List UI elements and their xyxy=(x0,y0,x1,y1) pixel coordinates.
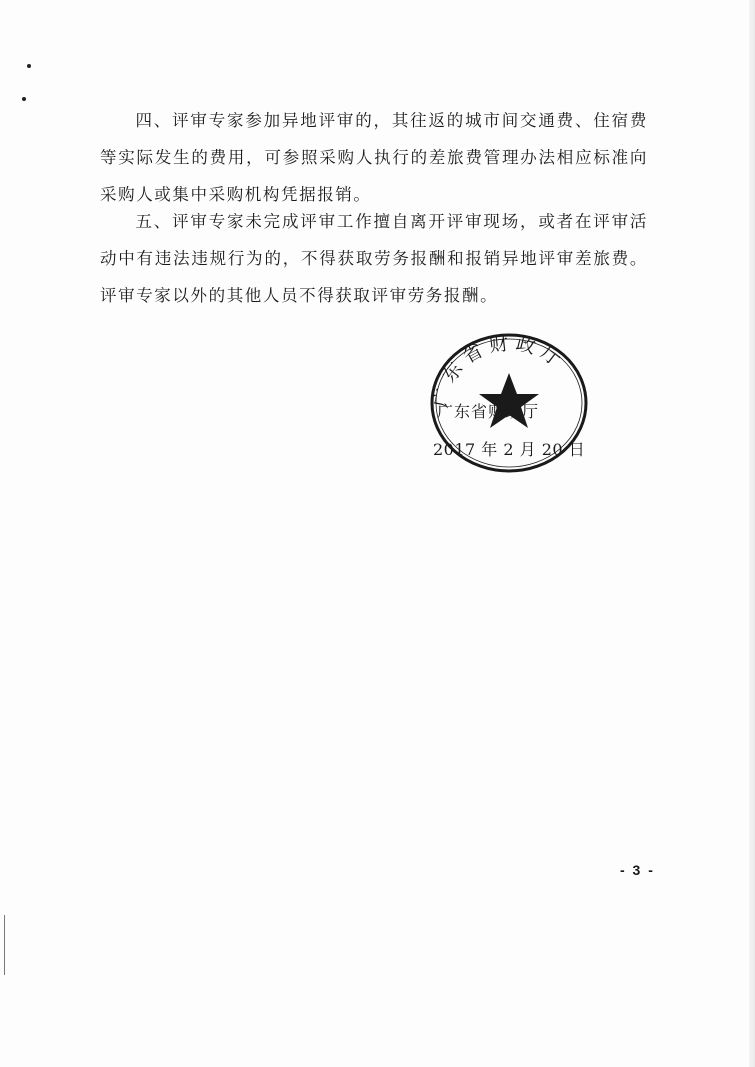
page-number: - 3 - xyxy=(620,862,655,878)
scan-artifact-line xyxy=(4,915,5,975)
paragraph-5: 五、评审专家未完成评审工作擅自离开评审现场，或者在评审活动中有违法违规行为的，不得获取劳务报酬和报销异地评审差旅费。评审专家以外的其他人员不得获取评审劳务报酬。 xyxy=(100,212,648,305)
seal-text-path: 广东省财政厅 xyxy=(429,331,570,410)
binding-hole-mark xyxy=(27,64,31,68)
scan-edge xyxy=(749,0,755,1067)
signature-date: 2017 年 2 月 20 日 xyxy=(433,440,586,459)
binding-hole-mark xyxy=(22,97,26,101)
signature-org: 广东省财政厅 xyxy=(437,402,540,421)
paragraph-4: 四、评审专家参加异地评审的，其往返的城市间交通费、住宿费等实际发生的费用，可参照采购人执行的差旅费管理办法相应标准向采购人或集中采购机构凭据报销。 xyxy=(100,111,648,204)
